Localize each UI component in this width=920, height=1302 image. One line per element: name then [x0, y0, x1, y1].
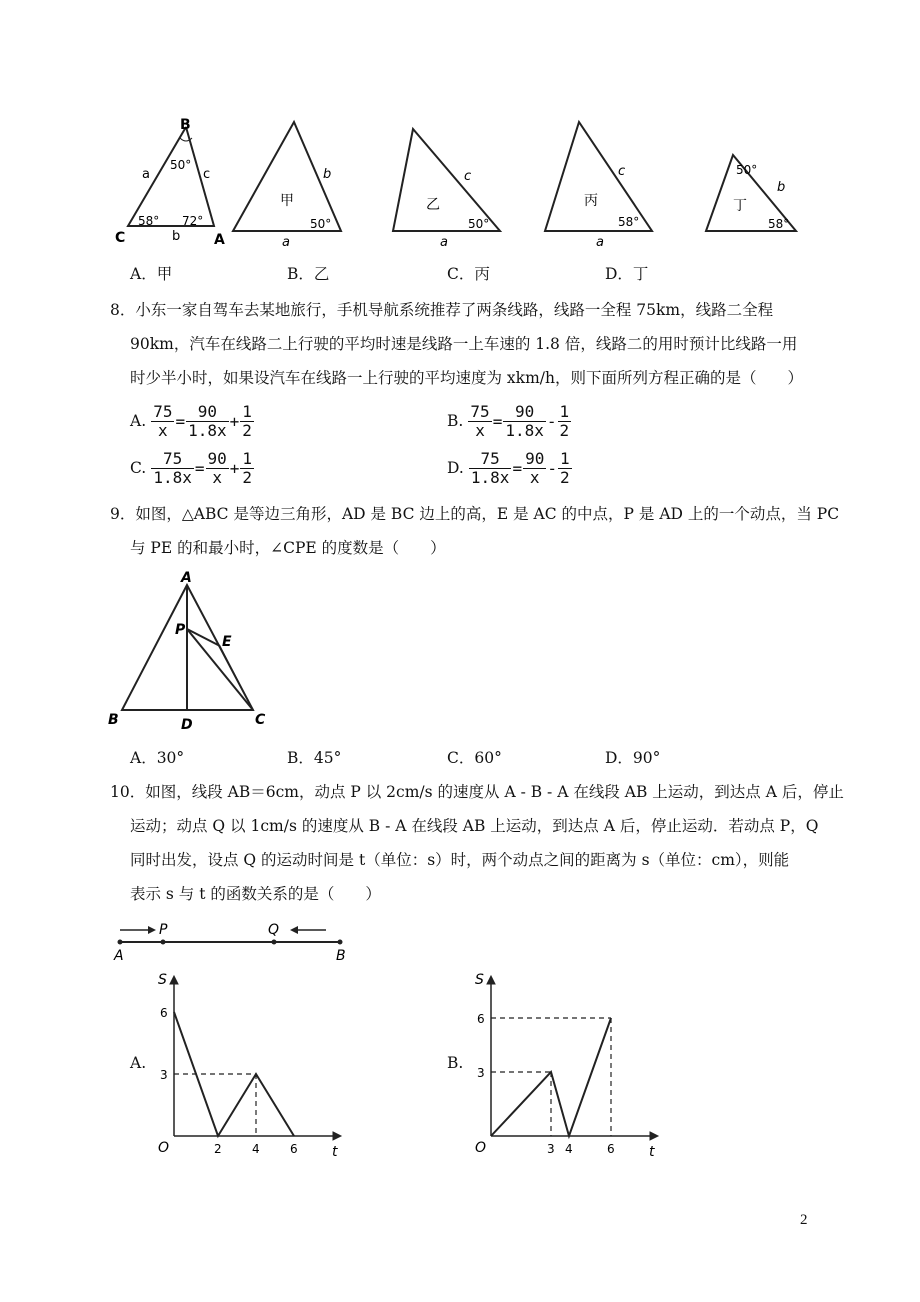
option-label: B.: [447, 412, 464, 430]
fraction-2: $\frac{90}{x}$: [525, 449, 545, 487]
ding-angle-2: 58°: [768, 217, 790, 231]
fraction-2: $\frac{90}{x}$: [207, 449, 227, 487]
label-p: P: [175, 622, 186, 638]
q9-option-c[interactable]: C．60°: [447, 749, 502, 767]
q10-line-3: 同时出发，设点 Q 的运动时间是 t（单位：s）时，两个动点之间的距离为 s（单位：cm），则能: [130, 851, 790, 869]
label-d: D: [181, 717, 193, 733]
q8-option-b[interactable]: B. $\frac{75}{x}$ = $\frac{90}{1.8x}$ - $\frac{1}{2}$: [447, 402, 570, 440]
bing-name: 丙: [584, 193, 598, 209]
q8-option-d[interactable]: D. $\frac{75}{1.8x}$ = $\frac{90}{x}$ - $\frac{1}{2}$: [447, 449, 570, 487]
segment-pc: [187, 629, 253, 710]
q9-figure: [104, 568, 279, 738]
q10-line-1: 10．如图，线段 AB＝6cm，动点 P 以 2cm/s 的速度从 A - B - A 在线段 AB 上运动，到达点 A 后，停止: [110, 783, 844, 801]
bing-side-a: a: [596, 235, 604, 250]
yi-angle: 50°: [468, 217, 490, 231]
q7-option-c[interactable]: C．丙: [447, 265, 490, 283]
q9-line-2: 与 PE 的和最小时，∠CPE 的度数是（ ）: [130, 539, 446, 557]
ref-angle-C: 58°: [138, 214, 160, 228]
jia-angle: 50°: [310, 217, 332, 231]
fraction-1: $\frac{75}{x}$: [153, 402, 173, 440]
q7-option-a[interactable]: A．甲: [130, 265, 173, 283]
label-p: P: [159, 922, 168, 938]
option-label: A.: [130, 412, 147, 430]
fraction-3: $\frac{1}{2}$: [559, 449, 570, 487]
q10-graph-a[interactable]: [148, 966, 348, 1166]
yi-name: 乙: [426, 197, 440, 213]
segment-ec: [220, 646, 253, 710]
tick-x6: 6: [607, 1142, 615, 1156]
origin-label: O: [158, 1140, 170, 1156]
fraction-1: $\frac{75}{1.8x}$: [470, 449, 510, 487]
ref-side-a: a: [142, 167, 150, 182]
tick-x2: 2: [214, 1142, 222, 1156]
bing-side-c: c: [618, 164, 626, 179]
q8-line-2: 90km，汽车在线路二上行驶的平均时速是线路一上车速的 1.8 倍，线路二的用时预计比线路一用: [130, 335, 798, 353]
tick-x4: 4: [252, 1142, 260, 1156]
ding-side-b: b: [777, 180, 786, 195]
label-a: A: [181, 570, 192, 586]
ref-angle-B: 50°: [170, 158, 192, 172]
ding-name: 丁: [733, 198, 747, 214]
label-c: C: [255, 712, 266, 728]
tick-x3: 3: [547, 1142, 555, 1156]
q9-line-1: 9．如图，△ABC 是等边三角形，AD 是 BC 边上的高，E 是 AC 的中点，P 是 AD 上的一个动点，当 PC: [110, 505, 840, 523]
label-b: B: [336, 948, 346, 964]
y-axis-arrow-icon: [487, 976, 495, 984]
page-number: 2: [800, 1212, 808, 1228]
q10-line-2: 运动；动点 Q 以 1cm/s 的速度从 B - A 在线段 AB 上运动，到达点 A 后，停止运动．若动点 P，Q: [130, 817, 819, 835]
tick-y3: 3: [477, 1066, 485, 1080]
q7-figures: [110, 112, 810, 252]
ref-side-c: c: [203, 167, 211, 182]
bing-angle: 58°: [618, 215, 640, 229]
jia-side-a: a: [282, 235, 290, 250]
label-e: E: [222, 634, 232, 650]
q9-option-a[interactable]: A．30°: [130, 749, 185, 767]
q9-option-b[interactable]: B．45°: [287, 749, 342, 767]
fraction-3: $\frac{1}{2}$: [559, 402, 570, 440]
ref-label-C: C: [115, 230, 126, 246]
q8-option-c[interactable]: C. $\frac{75}{1.8x}$ = $\frac{90}{x}$ + $\frac{1}{2}$: [130, 449, 253, 487]
ref-angle-A: 72°: [182, 214, 204, 228]
ref-triangle: [128, 127, 214, 226]
q7-option-d[interactable]: D．丁: [605, 265, 649, 283]
axis-label-t: t: [332, 1144, 338, 1160]
q8-option-a[interactable]: A. $\frac{75}{x}$ = $\frac{90}{1.8x}$ + $\frac{1}{2}$: [130, 402, 252, 440]
q10-graph-b[interactable]: [465, 966, 665, 1166]
q8-line-1: 8．小东一家自驾车去某地旅行，手机导航系统推荐了两条线路，线路一全程 75km，线路二全程: [110, 301, 774, 319]
fraction-1: $\frac{75}{1.8x}$: [153, 449, 192, 487]
q7-option-b[interactable]: B．乙: [287, 265, 330, 283]
label-q: Q: [268, 922, 280, 938]
ref-label-A: A: [214, 232, 225, 248]
tick-x6: 6: [290, 1142, 298, 1156]
tick-x4: 4: [565, 1142, 573, 1156]
jia-name: 甲: [280, 193, 294, 209]
q8-line-3: 时少半小时，如果设汽车在线路一上行驶的平均速度为 xkm/h，则下面所列方程正确的是（ ）: [130, 369, 803, 387]
label-a: A: [114, 948, 124, 964]
x-axis-arrow-icon: [650, 1132, 658, 1140]
q10-line-4: 表示 s 与 t 的函数关系的是（ ）: [130, 885, 381, 903]
point-b: [338, 940, 343, 945]
fraction-3: $\frac{1}{2}$: [242, 449, 253, 487]
option-label: C.: [130, 459, 147, 477]
ref-label-B: B: [180, 117, 191, 133]
ding-angle-1: 50°: [736, 163, 758, 177]
fraction-1: $\frac{75}{x}$: [470, 402, 490, 440]
q10-option-a-label[interactable]: A.: [130, 1054, 147, 1072]
yi-side-c: c: [464, 169, 472, 184]
option-label: D.: [447, 459, 464, 477]
axis-label-s: S: [158, 972, 167, 988]
q10-option-b-label[interactable]: B.: [447, 1054, 464, 1072]
axis-label-s: S: [475, 972, 484, 988]
yi-triangle: [393, 129, 500, 231]
origin-label: O: [475, 1140, 487, 1156]
q10-segment-diagram: [108, 916, 358, 966]
tick-y6: 6: [477, 1012, 485, 1026]
jia-side-b: b: [323, 167, 332, 182]
point-p: [161, 940, 166, 945]
axis-label-t: t: [649, 1144, 655, 1160]
arrowhead-right-icon: [148, 926, 156, 934]
tick-y3: 3: [160, 1068, 168, 1082]
fraction-2: $\frac{90}{1.8x}$: [188, 402, 227, 440]
y-axis-arrow-icon: [170, 976, 178, 984]
fraction-2: $\frac{90}{1.8x}$: [505, 402, 544, 440]
point-q: [272, 940, 277, 945]
point-a: [118, 940, 123, 945]
yi-side-a: a: [440, 235, 448, 250]
ref-side-b: b: [172, 229, 181, 244]
arrowhead-left-icon: [290, 926, 298, 934]
fraction-3: $\frac{1}{2}$: [242, 402, 252, 440]
q9-option-d[interactable]: D．90°: [605, 749, 661, 767]
label-b: B: [108, 712, 119, 728]
tick-y6: 6: [160, 1006, 168, 1020]
x-axis-arrow-icon: [333, 1132, 341, 1140]
